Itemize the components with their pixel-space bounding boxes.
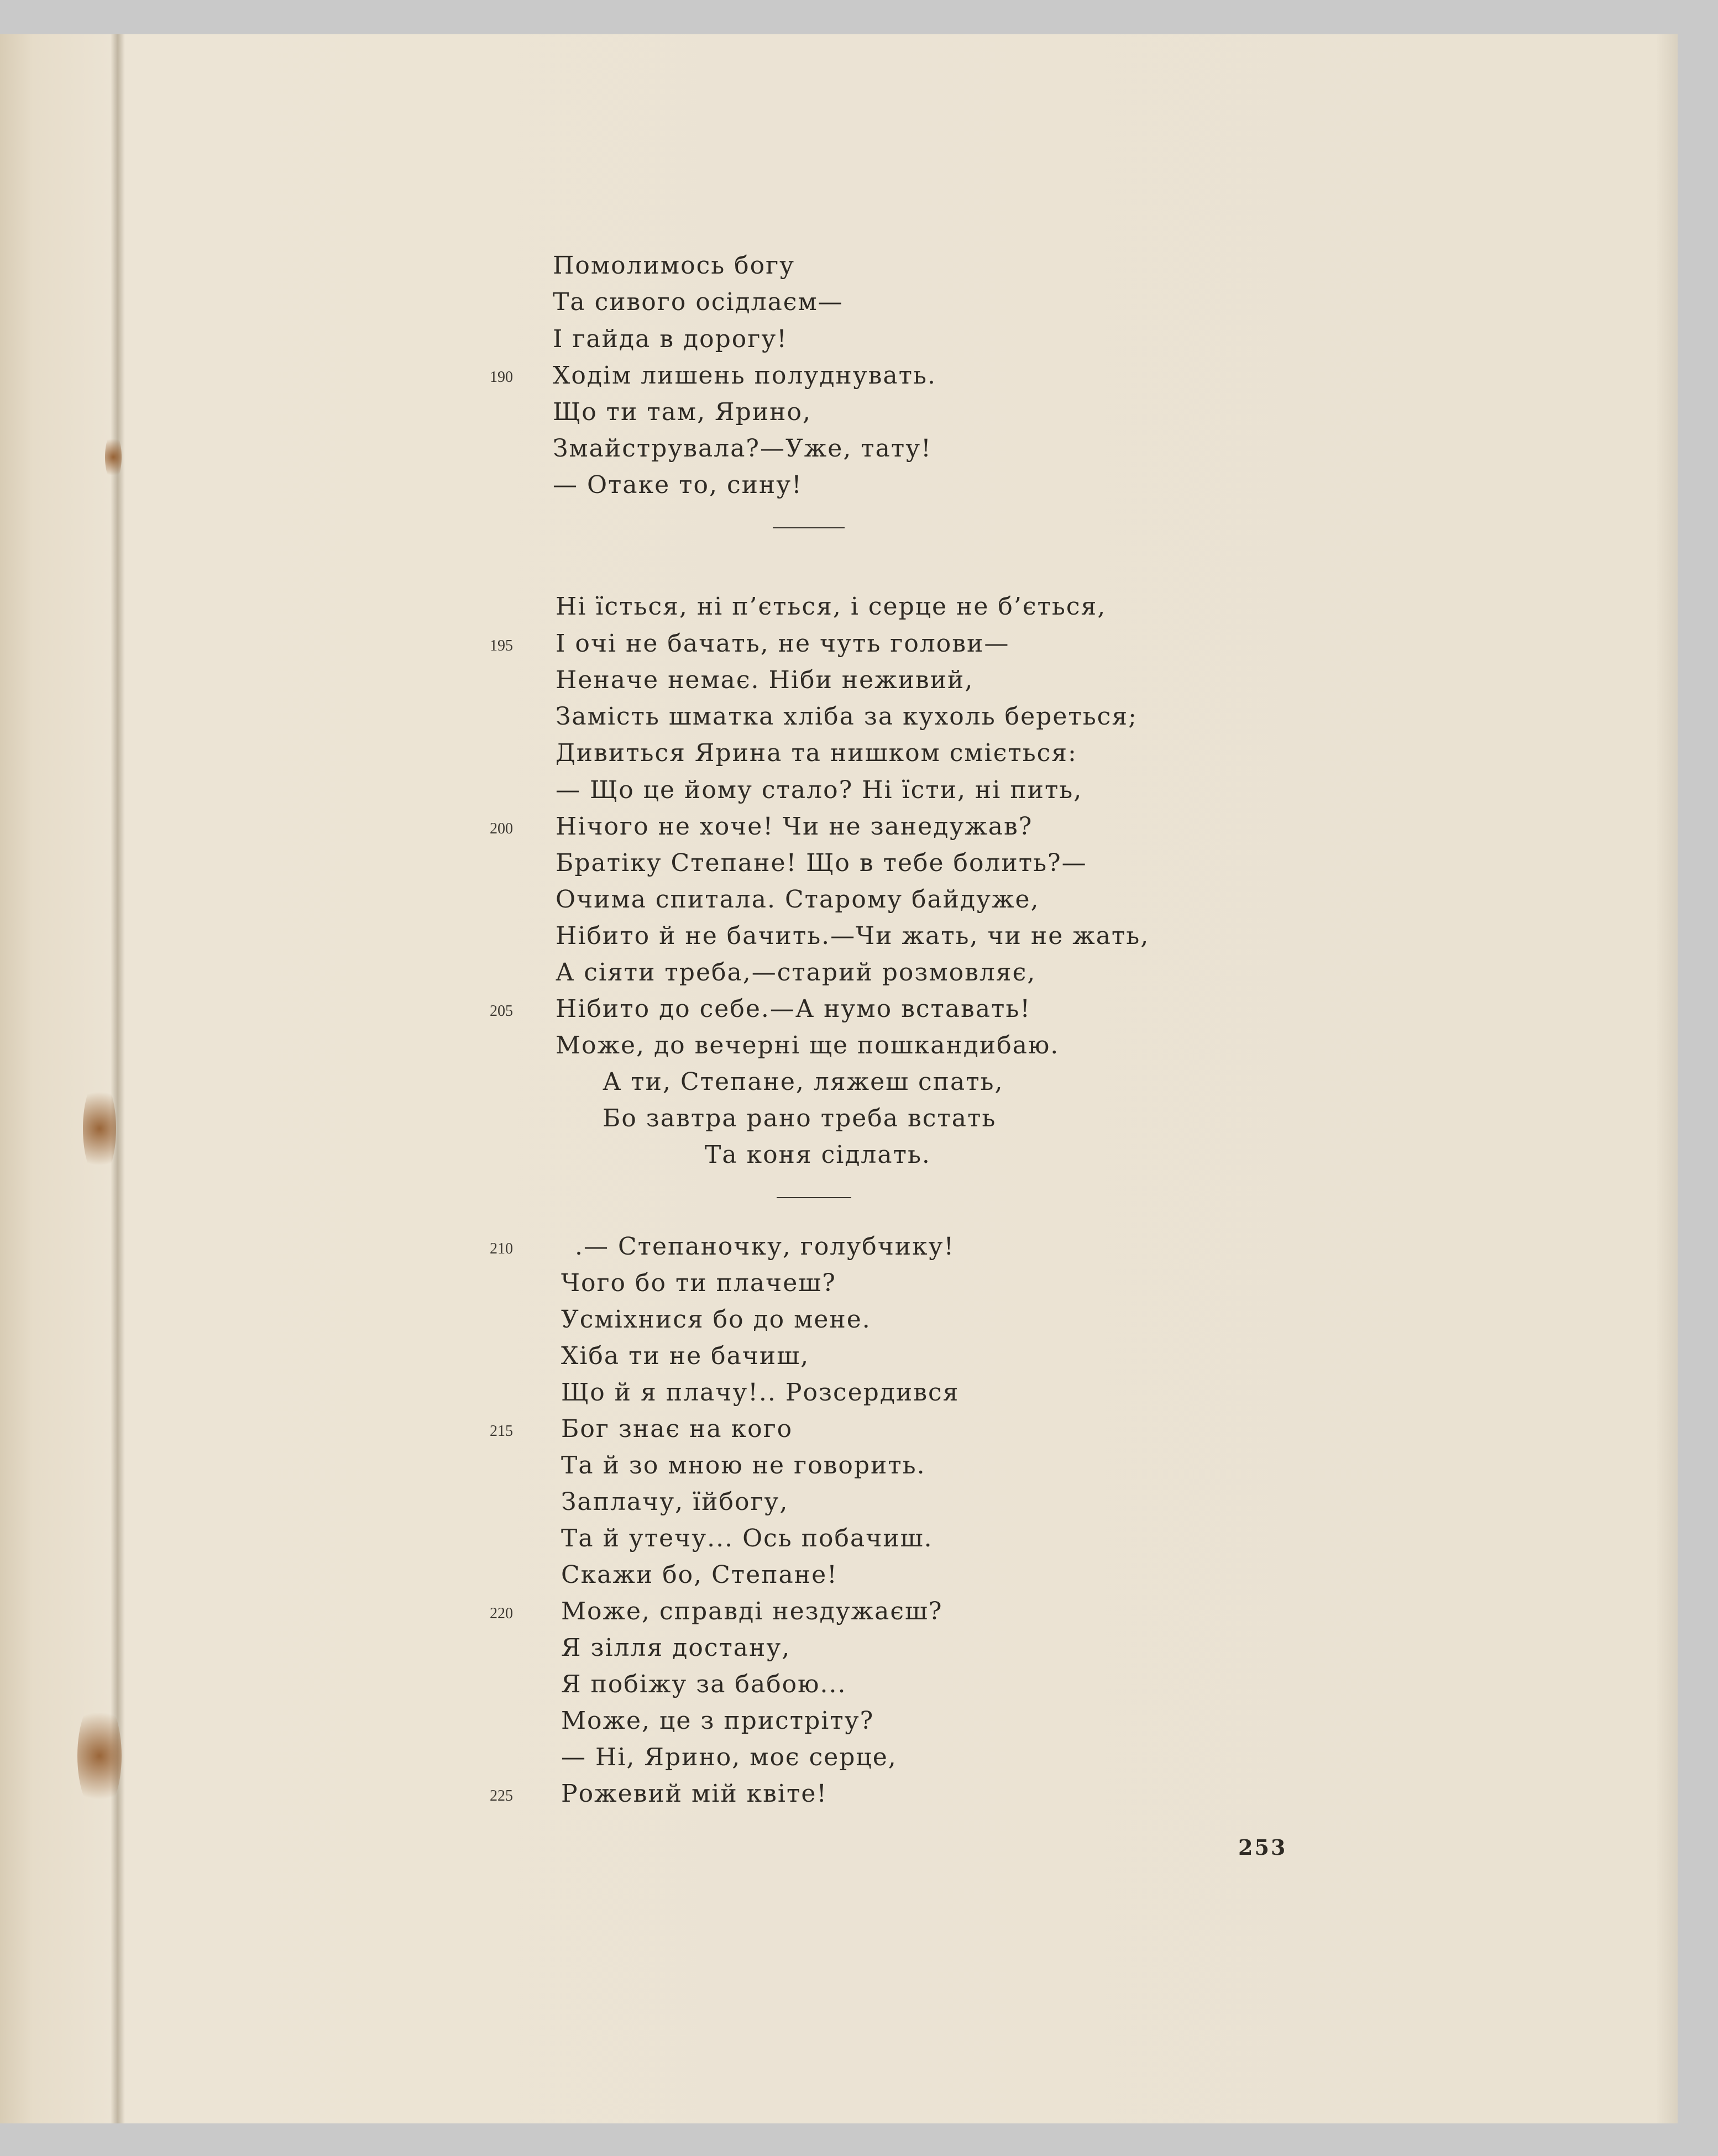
line-number: 215 (490, 1423, 513, 1440)
line-number: 225 (490, 1787, 513, 1804)
verse-line: — Що це йому стало? Ні їсти, ні пить, (556, 776, 1083, 804)
verse-line: Скажи бо, Степане! (561, 1561, 838, 1589)
verse-line: Усміхнися бо до мене. (561, 1305, 871, 1334)
verse-line: Може, це з пристріту? (561, 1707, 874, 1735)
verse-line: Я зілля достану, (561, 1634, 791, 1662)
verse-line: Та коня сідлать. (705, 1141, 931, 1169)
verse-line: Що й я плачу!.. Розсердився (561, 1378, 960, 1407)
book-page (0, 34, 1678, 2123)
verse-line: І гайда в дорогу! (553, 325, 788, 353)
section-divider (777, 1197, 851, 1198)
verse-line: Очима спитала. Старому байдуже, (556, 885, 1040, 914)
verse-line: Дивиться Ярина та нишком сміється: (556, 739, 1077, 767)
verse-line: А ти, Степане, ляжеш спать, (603, 1068, 1004, 1096)
verse-line: Ні їсться, ні п’ється, і серце не б’ється, (556, 592, 1107, 621)
page-number: 253 (1238, 1835, 1287, 1860)
verse-line: Неначе немає. Ніби неживий, (556, 666, 974, 694)
line-number: 190 (490, 369, 513, 386)
verse-line: Змайструвала?—Уже, тату! (553, 434, 932, 463)
line-number: 220 (490, 1605, 513, 1622)
verse-line: Нічого не хоче! Чи не занедужав? (556, 812, 1033, 841)
verse-line: Бог знає на кого (561, 1415, 793, 1443)
poem-text (0, 34, 1678, 2123)
verse-line: Та й зо мною не говорить. (561, 1451, 926, 1480)
verse-line: Ходім лишень полуднувать. (553, 361, 936, 390)
line-number: 195 (490, 637, 513, 654)
line-number: 200 (490, 820, 513, 837)
verse-line: Помолимось богу (553, 251, 795, 280)
verse-line: Чого бо ти плачеш? (561, 1269, 836, 1297)
verse-line: А сіяти треба,—старий розмовляє, (556, 958, 1036, 987)
verse-line: Хіба ти не бачиш, (561, 1342, 810, 1370)
verse-line: Та сивого осідлаєм— (553, 288, 844, 316)
verse-line: Братіку Степане! Що в тебе болить?— (556, 849, 1087, 877)
verse-line: Заплачу, їйбогу, (561, 1488, 789, 1516)
verse-line: .— Степаночку, голубчику! (575, 1232, 955, 1261)
verse-line: Що ти там, Ярино, (553, 398, 811, 426)
verse-line: Бо завтра рано треба встать (603, 1104, 997, 1132)
verse-line: Замість шматка хліба за кухоль береться; (556, 702, 1138, 731)
verse-line: Я побіжу за бабою... (561, 1670, 847, 1698)
verse-line: Нібито й не бачить.—Чи жать, чи не жать, (556, 922, 1150, 950)
verse-line: — Отаке то, сину! (553, 471, 803, 499)
line-number: 205 (490, 1003, 513, 1020)
verse-line: І очі не бачать, не чуть голови— (556, 630, 1010, 658)
verse-line: Нібито до себе.—А нумо вставать! (556, 995, 1031, 1023)
line-number: 210 (490, 1240, 513, 1257)
verse-line: Може, до вечерні ще пошкандибаю. (556, 1031, 1060, 1059)
section-divider (773, 527, 845, 528)
verse-line: — Ні, Ярино, моє серце, (561, 1743, 897, 1771)
verse-line: Рожевий мій квіте! (561, 1780, 828, 1808)
verse-line: Та й утечу... Ось побачиш. (561, 1524, 933, 1552)
verse-line: Може, справді нездужаєш? (561, 1597, 943, 1625)
